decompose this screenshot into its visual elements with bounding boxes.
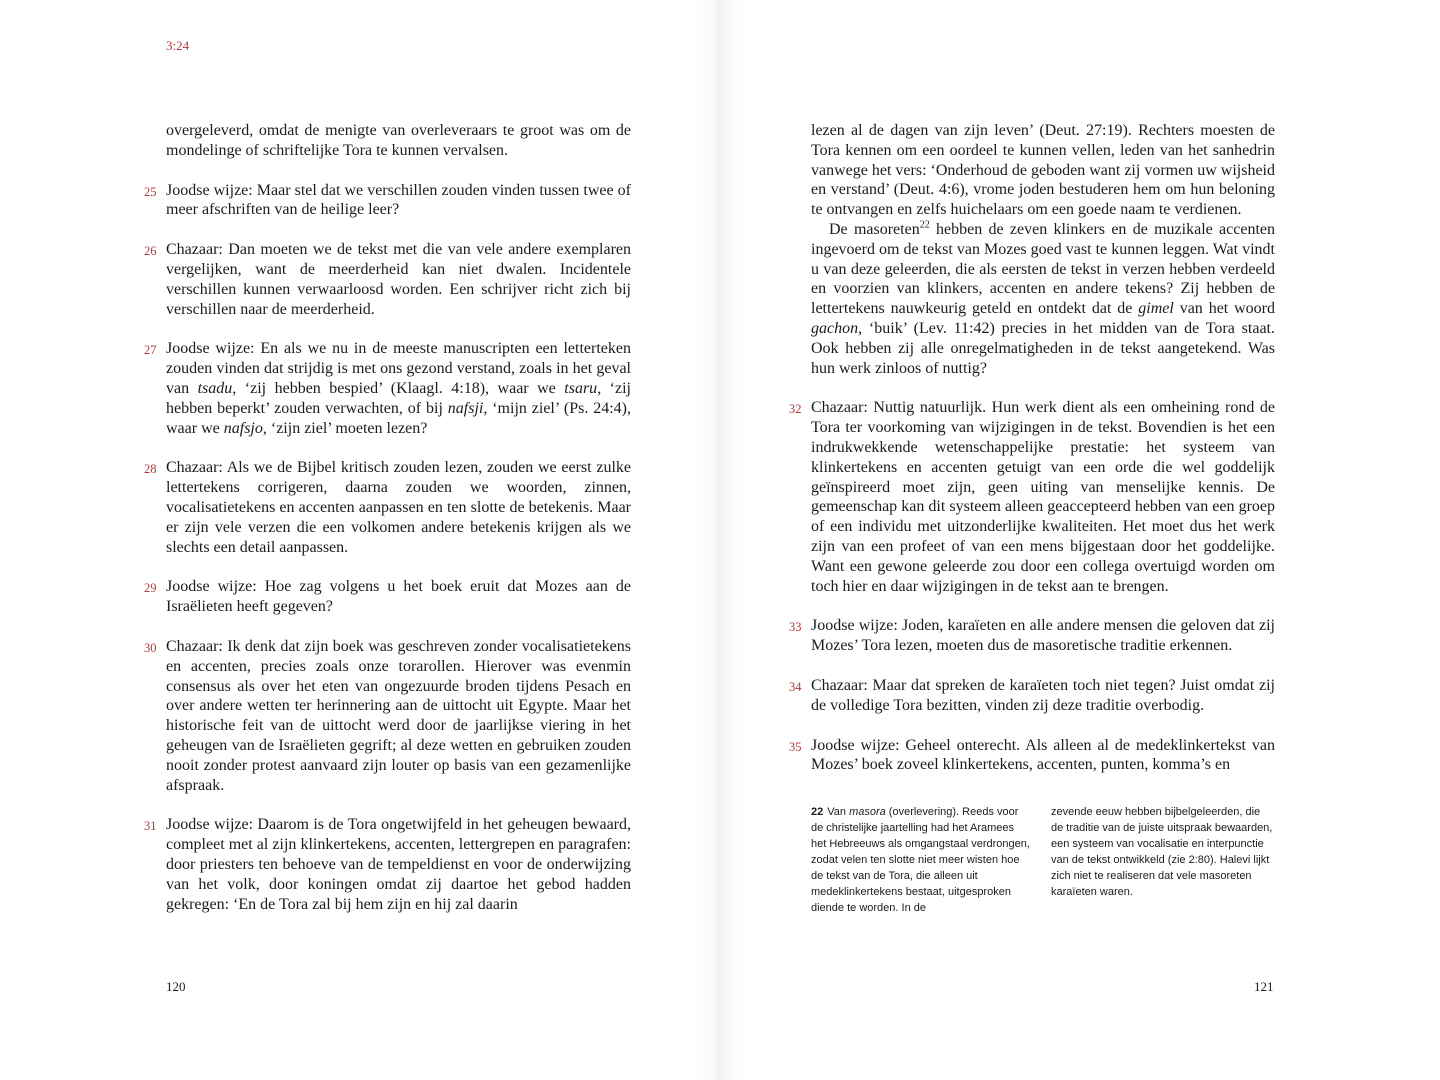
paragraph-number: 27 [144,343,157,358]
paragraph-34: 34 Chazaar: Maar dat spreken de karaïeten toch niet tegen? Juist omdat zij de volledige Tora bezitten, vinden zij deze traditie overbodig. [789,676,1275,714]
paragraph-continuation: lezen al de dagen van zijn leven’ (Deut. 27:19). Rechters moesten de Tora kennen om een oordeel te kunnen vellen, leden van het sanhedrin vanwege het vers: ‘Onderhoud de geboden want zij vormen uw wijsheid en verstand’ (Deut. 4:6), vrome joden bestuderen hem om hun beloning te ontvangen en zelfs huichelaars om een goede naam te verdienen. [811,122,1275,219]
paragraph-35: 35 Joodse wijze: Geheel onterecht. Als alleen al de medeklinkertekst van Mozes’ boek zoveel klinkertekens, accenten, punten, komma’s en [789,736,1275,774]
footnote-column-1: 22 Van masora (overlevering). Reeds voor de christelijke jaartelling had het Aramees het Hebreeuws als omgangstaal verdrongen, zodat velen ten slotte niet meer wisten hoe de tekst van de Tora, die alleen uit medeklinkertekens bestaat, uitgesproken diende te worden. In de [811,806,1030,914]
footnote-marker: 22 [919,219,930,231]
left-text-column [144,121,632,934]
right-page [720,0,1440,1080]
paragraph-number: 32 [789,402,802,417]
paragraph-number: 28 [144,462,157,477]
page-number-right: 121 [1254,979,1274,994]
paragraph-33: 33 Joodse wijze: Joden, karaïeten en alle andere mensen die geloven dat zij Mozes’ Tora lezen, moeten dus de masoretische traditie erkennen. [789,617,1275,655]
paragraph-number: 35 [789,739,802,754]
paragraph-number: 25 [144,184,157,199]
paragraph-29: 29 Joodse wijze: Hoe zag volgens u het boek eruit dat Mozes aan de Israëlieten heeft gegeven? [144,578,631,616]
paragraph-number: 31 [144,819,157,834]
paragraph-32: 32 Chazaar: Nuttig natuurlijk. Hun werk dient als een omheining rond de Tora ter voorkoming van wijzigingen in de tekst. Bovendien is het een indrukwekkende wetenschappelijke prestatie: het systeem van klinkertekens en accenten getuigt van een orde die wel goddelijk geïnspireerd moet zijn, geen uiting van menselijke kennis. De gemeenschap kan dit systeem alleen geaccepteerd hebben van een groep of een individu met uitzonderlijke kwaliteiten. Het moet dus het werk zijn van een profeet of van een mens bijgestaan door het goddelijke. Want een gewone geleerde zou door een collega overtuigd worden om toch hier en daar wijzigingen in de tekst aan te brengen. [789,399,1275,595]
paragraph-26: 26 Chazaar: Dan moeten we de tekst met die van vele andere exemplaren vergelijken, want de meerderheid kan niet dwalen. Incidentele verschillen kunnen verwaarloosd worden. Een schrijver richt zich bij verschillen naar de meerderheid. [144,241,631,318]
paragraph-30: 30 Chazaar: Ik denk dat zijn boek was geschreven zonder vocalisatietekens en accenten, precies zoals onze torarollen. Hierover was evenmin consensus als over het eten van ongezuurde broden tijdens Pesach en over andere wetten ter herinnering aan de uittocht uit Egypte. Maar het historische feit van de uittocht werd door de jaarlijkse viering in het geheugen van de Israëlieten gegrift; al deze wetten en gebruiken zouden nooit zonder protest aanvaard zijn louter op basis van een gezamenlijke afspraak. [144,637,631,794]
paragraph-28: 28 Chazaar: Als we de Bijbel kritisch zouden lezen, zouden we eerst zulke lettertekens corrigeren, daarna zouden we woorden, zinnen, vocalisatietekens en accenten aanpassen en ten slotte de betekenis. Maar er zijn vele verzen die een volkomen andere betekenis krijgen als we slechts een detail aanpassen. [144,459,631,556]
paragraph-number: 30 [144,640,157,655]
paragraph-continuation: overgeleverd, omdat de menigte van overleveraars te groot was om de mondelinge of schriftelijke Tora te kunnen vervalsen. [166,122,631,159]
footnote-column-2: zevende eeuw hebben bijbelgeleerden, die de traditie van de juiste uitspraak bewaarden, een systeem van vocalisatie en interpunctie van de tekst ontwikkeld (zie 2:80). Halevi lijkt zich niet te realiseren dat vele masoreten karaïeten waren. [1051,806,1273,898]
paragraph-number: 26 [144,244,157,259]
running-head: 3:24 [166,38,190,53]
paragraph-number: 34 [789,679,802,694]
paragraph-number: 33 [789,620,802,635]
right-text-column [789,121,1276,795]
paragraph-27: 27 Joodse wijze: En als we nu in de meeste manuscripten een letterteken zouden vinden dat strijdig is met ons gezond verstand, zoals in het geval van tsadu, ‘zij hebben bespied’ (Klaagl. 4:18), waar we tsaru, ‘zij hebben beperkt’ zouden verwachten, of bij nafsji, ‘mijn ziel’ (Ps. 24:4), waar we nafsjo, ‘zijn ziel’ moeten lezen? [144,340,632,437]
page-number-left: 120 [166,979,186,994]
footnote-number: 22 [811,806,824,818]
paragraph-number: 29 [144,581,157,596]
paragraph-masoreten: De masoreten$^{22}$ hebben de zeven klinkers en de muzikale accenten ingevoerd om de tekst van Mozes goed vast te kunnen leggen. Wat vindt u van deze geleerden, die als eersten de tekst in verzen hebben verdeeld en voorzien van klinkers, accenten en andere tekens? Zij hebben de lettertekens nauwkeurig geteld en ontdekt dat de gimel van het woord gachon, ‘buik’ (Lev. 11:42) precies in het midden van de Tora staat. Ook hebben zij alle onregelmatigheden in de tekst aangetekend. Was hun werk zinloos of nuttig? [811,219,1276,377]
paragraph-25: 25 Joodse wijze: Maar stel dat we verschillen zouden vinden tussen twee of meer afschriften van de heilige leer? [144,181,631,219]
paragraph-31: 31 Joodse wijze: Daarom is de Tora ongetwijfeld in het geheugen bewaard, compleet met al zijn klinkertekens, accenten, lettergrepen en paragrafen: door priesters ten behoeve van de tempeldienst en voor de onderwijzing van het volk, door koningen omdat zij daartoe het gebod hadden gekregen: ‘En de Tora zal bij hem zijn en hij zal daarin [144,816,631,913]
